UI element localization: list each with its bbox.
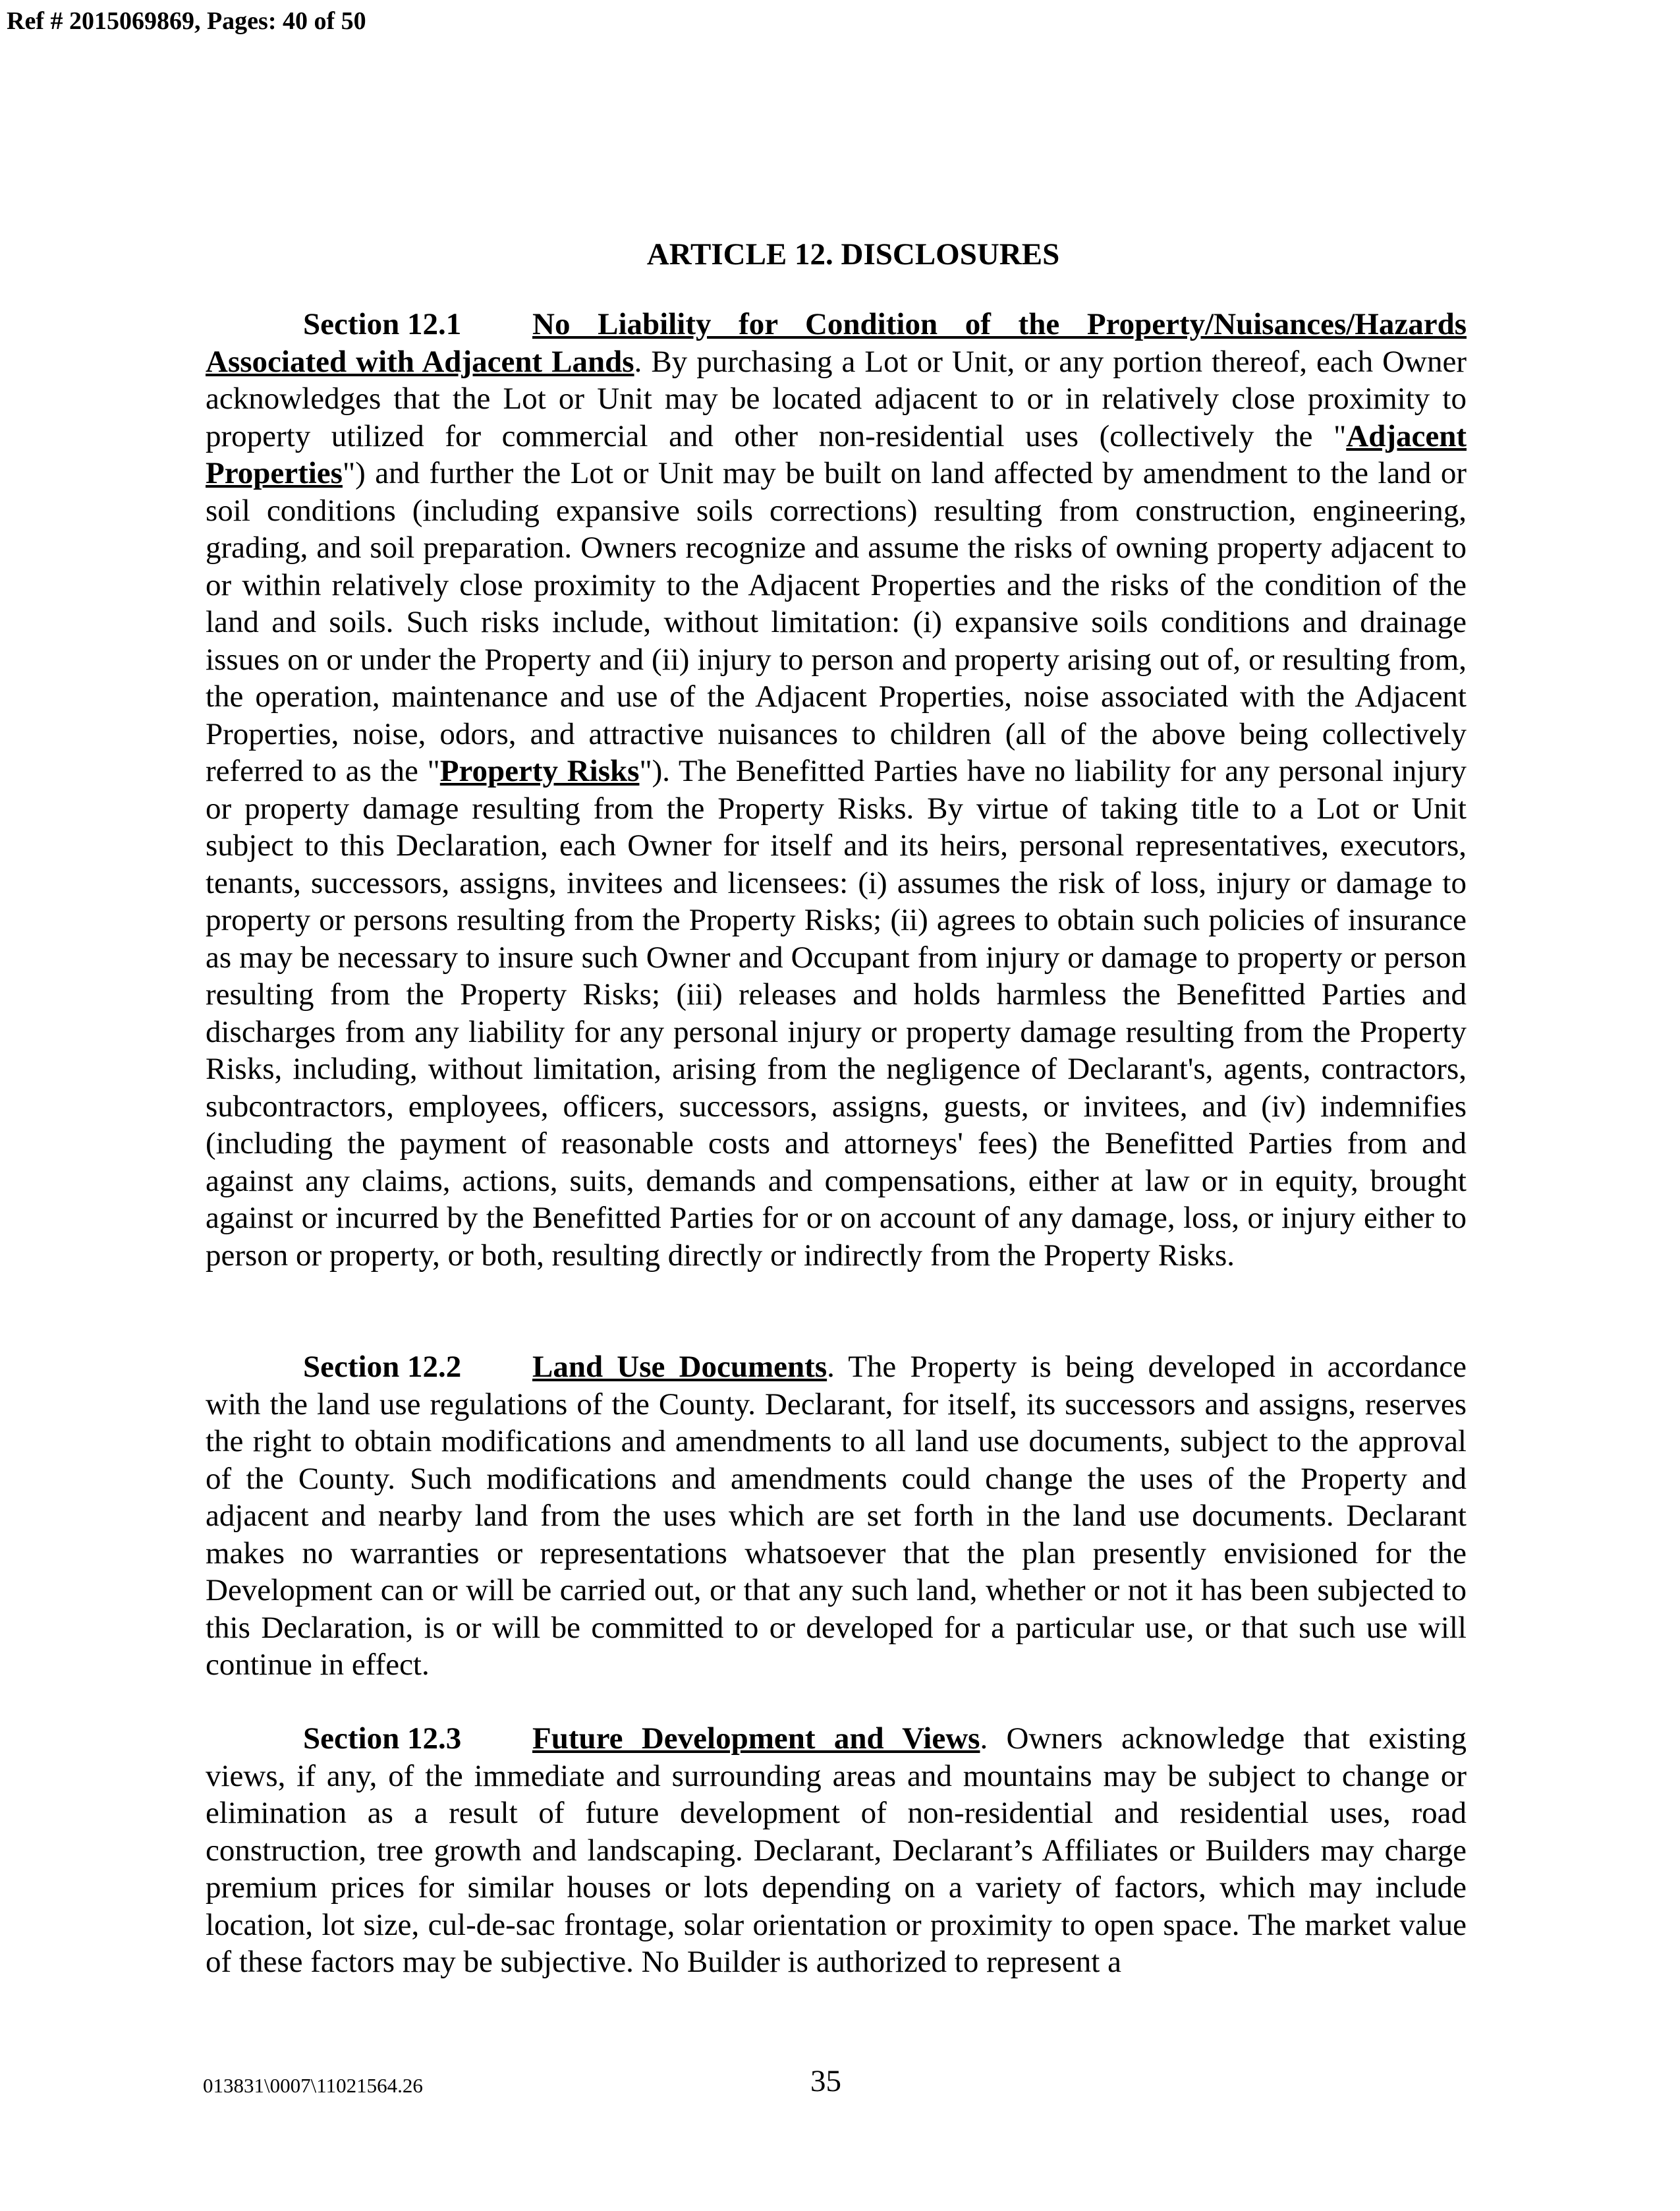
section-number: Section 12.1 [303, 307, 462, 341]
section-number: Section 12.2 [303, 1350, 462, 1384]
footer-document-id: 013831\0007\11021564.26 [203, 2074, 423, 2097]
section-text: ") and further the Lot or Unit may be built on land affected by amendment to the land or soil conditions (including expansive soils corrections) resulting from construction, engineering, grading, and soil preparation. Owners recognize and assume the risks of owning property adjacent to or within relatively close proximity to the Adjacent Properties and the risks of the condition of the land and soils. Such risks include, without limitation: (i) expansive soils conditions and drainage issues on or under the Property and (ii) injury to person and property arising out of, or resulting from, the operation, maintenance and use of the Adjacent Properties, noise associated with the Adjacent Properties, noise, odors, and attractive nuisances to children (all of the above being collectively referred to as the " [206, 456, 1467, 788]
article-title: ARTICLE 12. DISCLOSURES [646, 237, 1060, 272]
section-text: "). The Benefitted Parties have no liability for any personal injury or property damage resulting from the Property Risks. By virtue of taking title to a Lot or Unit subject to this Declaration, each Owner for itself and its heirs, personal representatives, executors, tenants, successors, assigns, invitees and licensees: (i) assumes the risk of loss, injury or damage to property or persons resulting from the Property Risks; (ii) agrees to obtain such policies of insurance as may be necessary to insure such Owner and Occupant from injury or damage to property or person resulting from the Property Risks; (iii) releases and holds harmless the Benefitted Parties and discharges from any liability for any personal injury or property damage resulting from the Property Risks, including, without limitation, arising from the negligence of Declarant's, agents, contractors, subcontractors, employees, officers, successors, assigns, guests, or invitees, and (iv) indemnifies (including the payment of reasonable costs and attorneys' fees) the Benefitted Parties from and against any claims, actions, suits, demands and compensations, either at law or in equity, brought against or incurred by the Benefitted Parties for or on account of any damage, loss, or injury either to person or property, or both, resulting directly or indirectly from the Property Risks. [206, 754, 1467, 1273]
section-text: . The Property is being developed in accordance with the land use regulations of the County. Declarant, for itself, its successors and assigns, reserves the right to obtain modifications and amendments to all land use documents, subject to the approval of the County. Such modifications and amendments could change the uses of the Property and adjacent and nearby land from the uses which are set forth in the land use documents. Declarant makes no warranties or representations whatsoever that the plan presently envisioned for the Development can or will be carried out, or that any such land, whether or not it has been subjected to this Declaration, is or will be committed to or developed for a particular use, or that such use will continue in effect. [206, 1350, 1467, 1682]
section-title: Future Development and Views [532, 1721, 980, 1756]
section-title: Land Use Documents [532, 1350, 827, 1384]
recording-reference-header: Ref # 2015069869, Pages: 40 of 50 [7, 7, 366, 35]
section-12-2 [206, 1348, 1467, 1684]
defined-term-adjacent-properties: Adjacent Properties [206, 418, 1467, 490]
section-text: . Owners acknowledge that existing views, if any, of the immediate and surrounding areas and mountains may be subject to change or elimination as a result of future development of non-residential and residential uses, road construction, tree growth and landscaping. Declarant, Declarant’s Affiliates or Builders may charge premium prices for similar houses or lots depending on a variety of factors, which may include location, lot size, cul-de-sac frontage, solar orientation or proximity to open space. The market value of these factors may be subjective. No Builder is authorized to represent a [206, 1721, 1467, 1979]
section-12-1 [206, 306, 1467, 1274]
page-number: 35 [810, 2064, 841, 2098]
defined-term-property-risks: Property Risks [439, 754, 640, 788]
section-12-3 [206, 1720, 1467, 1981]
section-number: Section 12.3 [303, 1721, 462, 1756]
section-title: No Liability for Condition of the Property/Nuisances/Hazards Associated with Adjacent Lands [206, 307, 1467, 379]
section-text: . By purchasing a Lot or Unit, or any portion thereof, each Owner acknowledges that the Lot or Unit may be located adjacent to or in relatively close proximity to property utilized for commercial and other non-residential uses (collectively the " [206, 344, 1467, 453]
